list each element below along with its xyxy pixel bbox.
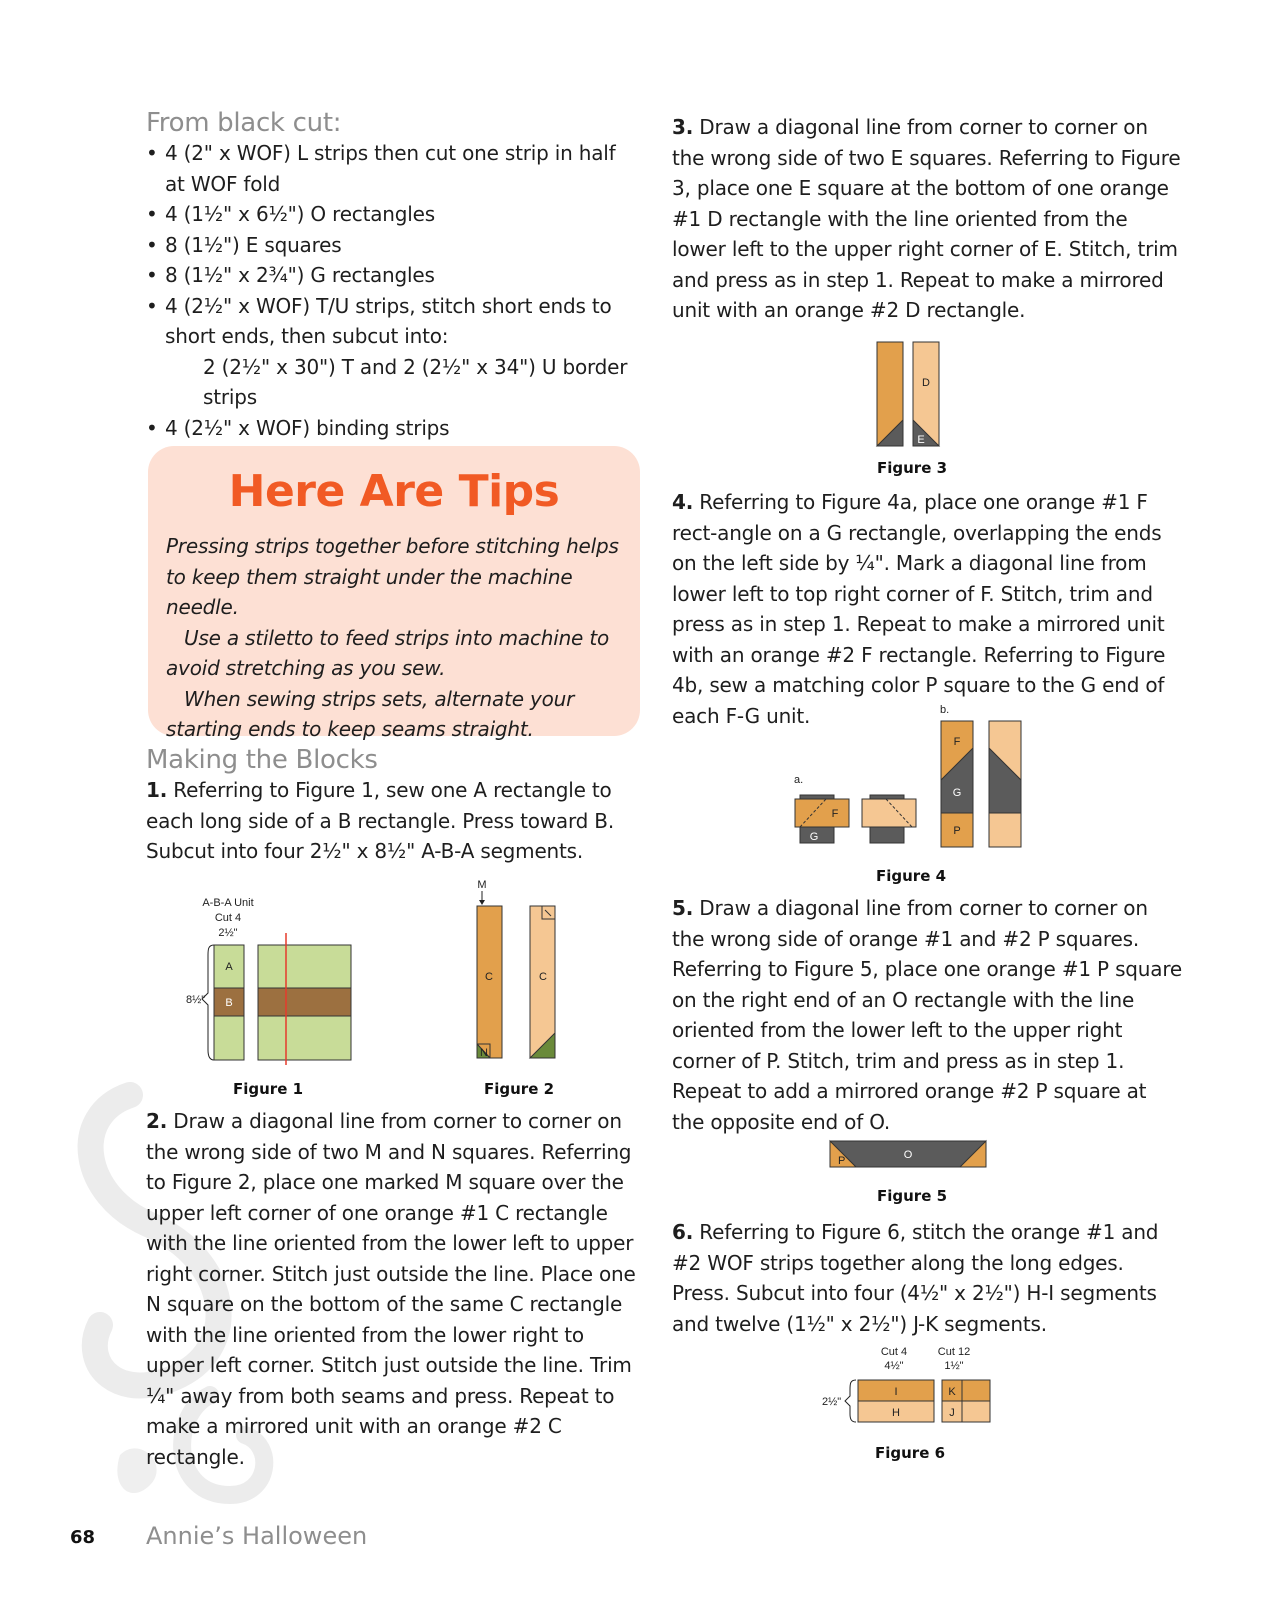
fig4-label-p: P: [953, 825, 961, 837]
list-item: • 4 (2½" x WOF) T/U strips, stitch short ends to short ends, then subcut into: 2 (2½" x 30") T and 2 (2½" x 34") U border strips: [146, 291, 636, 413]
fig6-size-right: 1½": [944, 1360, 964, 1372]
fig1-unit-label: A-B-A Unit: [202, 897, 254, 909]
step-2-block: [146, 1106, 636, 1472]
list-item: • 4 (1½" x 6½") O rectangles: [146, 202, 435, 226]
fig6-label-h: H: [892, 1407, 900, 1419]
tips-paragraph: When sewing strips sets, alternate your starting ends to keep seams straight.: [166, 686, 575, 741]
figure-6-caption: Figure 6: [875, 1444, 946, 1462]
fig2-label-c2: C: [539, 971, 547, 983]
fig4-label-f2: F: [953, 736, 961, 748]
blocks-section: [146, 745, 636, 867]
fig4-label-f1: F: [831, 808, 839, 820]
cutting-section: [146, 108, 636, 443]
tips-paragraph: Use a stiletto to feed strips into machine to avoid stretching as you sew.: [166, 625, 609, 680]
figure-2-caption: Figure 2: [484, 1080, 555, 1098]
fig6-label-i: I: [894, 1386, 898, 1398]
tips-box: [148, 446, 640, 741]
step-1: 1. Referring to Figure 1, sew one A rectangle to each long side of a B rectangle. Press toward B. Subcut into four 2½" x 8½" A-B-A segments.: [146, 778, 614, 863]
fig6-label-k: K: [948, 1386, 956, 1398]
step-2: 2. Draw a diagonal line from corner to corner on the wrong side of two M and N squares. Referring to Figure 2, place one marked M square over the upper left corner of one orange #1 C rectangle with the line oriented from the lower left to upper right corner. Stitch just outside the line. Place one N square on the bottom of the same C rectangle with the line oriented from the lower right to upper left corner. Stitch just outside the line. Trim ¼" away from both seams and press. Repeat to make a mirrored unit with an orange #2 C rectangle.: [146, 1109, 636, 1469]
fig6-cut-left: Cut 4: [880, 1346, 908, 1358]
figure-2: [470, 876, 570, 1066]
fig1-piece-a2: [214, 1016, 244, 1060]
figure-1-caption: Figure 1: [233, 1080, 304, 1098]
list-item: • 8 (1½" x 2¾") G rectangles: [146, 263, 435, 287]
fig5-label-p: P: [838, 1155, 846, 1167]
list-item: • 8 (1½") E squares: [146, 232, 342, 257]
figure-5-caption: Figure 5: [877, 1187, 948, 1205]
fig4-label-g1: G: [809, 831, 819, 843]
step-4-block: [672, 487, 1182, 731]
fig1-label-b: B: [225, 997, 233, 1009]
fig3-label-d: D: [922, 377, 930, 389]
fig1-width-label: 2½": [218, 927, 238, 939]
step-5-block: [672, 893, 1182, 1137]
fig6-cut-right: Cut 12: [937, 1346, 971, 1358]
figure-4: [790, 703, 1030, 863]
figure-1: [170, 895, 370, 1080]
fig1-cut-label: Cut 4: [214, 912, 242, 924]
fig6-height-label: 2½": [822, 1396, 842, 1408]
step-5: 5. Draw a diagonal line from corner to corner on the wrong side of orange #1 and #2 P squares. Referring to Figure 5, place one orange #1 P square on the right end of an O rectangle with the line oriented from the lower left to the upper right corner of P. Stitch, trim and press as in step 1. Repeat to add a mirrored orange #2 P square at the opposite end of O.: [672, 896, 1183, 1134]
figure-6: [816, 1340, 996, 1430]
fig6-label-j: J: [949, 1407, 955, 1419]
step-6-block: [672, 1217, 1182, 1339]
fig2-label-c1: C: [485, 971, 493, 983]
step-3-block: [672, 112, 1182, 326]
step-4: 4. Referring to Figure 4a, place one orange #1 F rect-angle on a G rectangle, overlapping the ends on the left side by ¼". Mark a diagonal line from lower left to top right corner of F. Stitch, trim and press as in step 1. Repeat to make a mirrored unit with an orange #2 F rectangle. Referring to Figure 4b, sew a matching color P square to the G end of each F-G unit.: [672, 490, 1166, 728]
fig1-height-label: 8½": [186, 994, 206, 1006]
step-3: 3. Draw a diagonal line from corner to corner on the wrong side of two E squares. Referring to Figure 3, place one E square at the bottom of one orange #1 D rectangle with the line oriented from the lower left to the upper right corner of E. Stitch, trim and press as in step 1. Repeat to make a mirrored unit with an orange #2 D rectangle.: [672, 115, 1181, 322]
list-subitem: 2 (2½" x 30") T and 2 (2½" x 34") U border strips: [203, 354, 628, 409]
list-item: • 4 (2" x WOF) L strips then cut one strip in half at WOF fold: [146, 141, 616, 196]
fig3-label-e: E: [917, 434, 925, 446]
fig6-size-left: 4½": [884, 1360, 904, 1372]
fig1-strip-top: [258, 945, 351, 988]
step-6: 6. Referring to Figure 6, stitch the orange #1 and #2 WOF strips together along the long edges. Press. Subcut into four (4½" x 2½") H-I segments and twelve (1½" x 2½") J-K segments.: [672, 1220, 1159, 1336]
fig2-label-m: M: [477, 879, 487, 891]
fig1-strip-bottom: [258, 1016, 351, 1060]
tips-paragraph: Pressing strips together before stitching helps to keep them straight under the machine needle.: [166, 534, 619, 619]
fig5-label-o: O: [903, 1149, 913, 1161]
fig1-label-a: A: [225, 961, 233, 973]
fig2-label-n: N: [480, 1047, 488, 1059]
cutting-list: [146, 138, 636, 443]
book-title: Annie’s Halloween: [146, 1522, 368, 1550]
figure-3-caption: Figure 3: [877, 459, 948, 477]
list-item: • 4 (2½" x WOF) binding strips: [146, 415, 450, 440]
page-number: 68: [70, 1527, 96, 1548]
fig1-strip-mid: [258, 988, 351, 1016]
section-heading: Making the Blocks: [146, 745, 378, 775]
fig4-label-b: b.: [940, 704, 950, 716]
figure-3: [875, 340, 945, 450]
fig4-label-a: a.: [794, 774, 804, 786]
fig4-label-g2: G: [952, 787, 962, 799]
cutting-heading: From black cut:: [146, 108, 342, 138]
tips-title: Here Are Tips: [228, 466, 560, 517]
figure-5: [828, 1138, 992, 1172]
figure-4-caption: Figure 4: [876, 867, 947, 885]
